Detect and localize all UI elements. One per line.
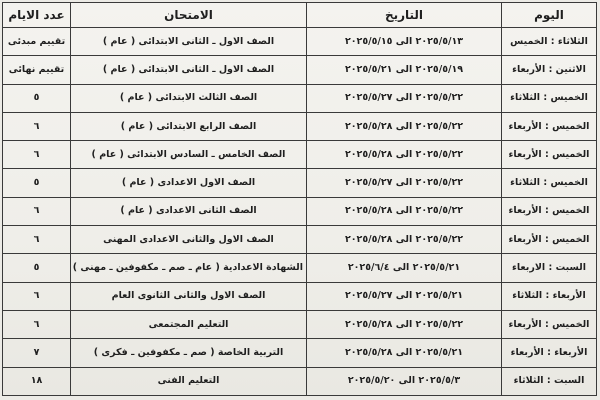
days-count-cell: ٥ [3, 169, 71, 197]
day-cell: الخميس : الأربعاء [502, 141, 597, 169]
date-cell: ٢٠٢٥/٥/٢٢ الى ٢٠٢٥/٥/٢٧ [307, 169, 502, 197]
day-cell: السبت : الاربعاء [502, 254, 597, 282]
days-count-cell: ١٨ [3, 367, 71, 395]
table-row [3, 310, 597, 338]
date-cell: ٢٠٢٥/٥/٣ الى ٢٠٢٥/٥/٢٠ [307, 367, 502, 395]
exam-cell: التربية الخاصة ( صم ـ مكفوفين ـ فكرى ) [71, 339, 307, 367]
table-row [3, 28, 597, 56]
date-cell: ٢٠٢٥/٥/٢٢ الى ٢٠٢٥/٥/٢٧ [307, 84, 502, 112]
exam-schedule-sheet [2, 2, 596, 396]
table-row [3, 339, 597, 367]
day-cell: الخميس : الأربعاء [502, 112, 597, 140]
table-row [3, 197, 597, 225]
exam-cell: الصف الاول ـ الثانى الابتدائى ( عام ) [71, 56, 307, 84]
table-row [3, 141, 597, 169]
day-cell: الخميس : الأربعاء [502, 310, 597, 338]
days-count-cell: ٦ [3, 226, 71, 254]
days-count-cell: تقييم مبدئى [3, 28, 71, 56]
exam-cell: الصف الاول ـ الثانى الابتدائى ( عام ) [71, 28, 307, 56]
days-count-cell: ٦ [3, 310, 71, 338]
exam-cell: التعليم الفنى [71, 367, 307, 395]
table-row [3, 367, 597, 395]
days-count-cell: ٦ [3, 197, 71, 225]
header-date: التاريخ [307, 3, 502, 28]
days-count-cell: تقييم نهائى [3, 56, 71, 84]
exam-cell: الصف الثالث الابتدائى ( عام ) [71, 84, 307, 112]
days-count-cell: ٦ [3, 141, 71, 169]
exam-cell: الصف الثانى الاعدادى ( عام ) [71, 197, 307, 225]
day-cell: الخميس : الثلاثاء [502, 84, 597, 112]
day-cell: الثلاثاء : الخميس [502, 28, 597, 56]
day-cell: الأربعاء : الأربعاء [502, 339, 597, 367]
date-cell: ٢٠٢٥/٥/٢١ الى ٢٠٢٥/٦/٤ [307, 254, 502, 282]
date-cell: ٢٠٢٥/٥/٢٢ الى ٢٠٢٥/٥/٢٨ [307, 226, 502, 254]
exam-cell: الصف الاول والثانى الثانوى العام [71, 282, 307, 310]
exam-schedule-table [2, 2, 597, 396]
day-cell: الاثنين : الأربعاء [502, 56, 597, 84]
day-cell: الخميس : الثلاثاء [502, 169, 597, 197]
day-cell: الأربعاء : الثلاثاء [502, 282, 597, 310]
table-row [3, 84, 597, 112]
days-count-cell: ٥ [3, 254, 71, 282]
days-count-cell: ٥ [3, 84, 71, 112]
day-cell: الخميس : الأربعاء [502, 197, 597, 225]
exam-cell: الصف الاول والثانى الاعدادى المهنى [71, 226, 307, 254]
date-cell: ٢٠٢٥/٥/٢٢ الى ٢٠٢٥/٥/٢٨ [307, 112, 502, 140]
date-cell: ٢٠٢٥/٥/٢١ الى ٢٠٢٥/٥/٢٧ [307, 282, 502, 310]
header-exam: الامتحان [71, 3, 307, 28]
header-days-count: عدد الايام [3, 3, 71, 28]
table-row [3, 112, 597, 140]
header-row [3, 3, 597, 28]
day-cell: السبت : الثلاثاء [502, 367, 597, 395]
table-row [3, 282, 597, 310]
date-cell: ٢٠٢٥/٥/٢٢ الى ٢٠٢٥/٥/٢٨ [307, 197, 502, 225]
header-day: اليوم [502, 3, 597, 28]
exam-cell: الشهادة الاعدادية ( عام ـ صم ـ مكفوفين ـ مهنى ) [71, 254, 307, 282]
days-count-cell: ٧ [3, 339, 71, 367]
date-cell: ٢٠٢٥/٥/١٩ الى ٢٠٢٥/٥/٢١ [307, 56, 502, 84]
exam-cell: الصف الاول الاعدادى ( عام ) [71, 169, 307, 197]
table-row [3, 226, 597, 254]
table-row [3, 56, 597, 84]
date-cell: ٢٠٢٥/٥/٢١ الى ٢٠٢٥/٥/٢٨ [307, 339, 502, 367]
days-count-cell: ٦ [3, 282, 71, 310]
day-cell: الخميس : الأربعاء [502, 226, 597, 254]
table-row [3, 254, 597, 282]
date-cell: ٢٠٢٥/٥/٢٢ الى ٢٠٢٥/٥/٢٨ [307, 310, 502, 338]
date-cell: ٢٠٢٥/٥/١٣ الى ٢٠٢٥/٥/١٥ [307, 28, 502, 56]
date-cell: ٢٠٢٥/٥/٢٢ الى ٢٠٢٥/٥/٢٨ [307, 141, 502, 169]
exam-cell: التعليم المجتمعى [71, 310, 307, 338]
exam-cell: الصف الرابع الابتدائى ( عام ) [71, 112, 307, 140]
exam-cell: الصف الخامس ـ السادس الابتدائى ( عام ) [71, 141, 307, 169]
table-row [3, 169, 597, 197]
days-count-cell: ٦ [3, 112, 71, 140]
